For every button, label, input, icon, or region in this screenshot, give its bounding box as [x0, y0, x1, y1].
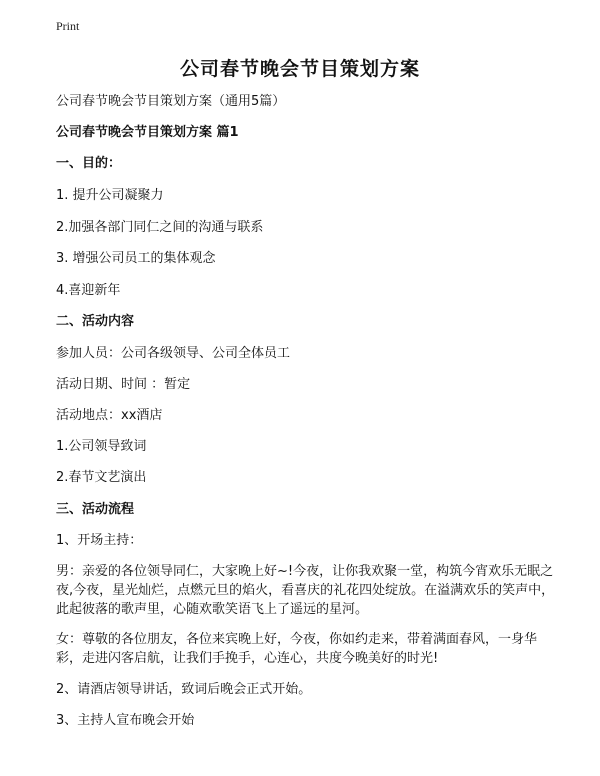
- content-item: 1.公司领导致词: [56, 439, 147, 454]
- content-item: 参加人员：公司各级领导、公司全体员工: [56, 346, 291, 361]
- flow-item: 3、主持人宣布晚会开始: [56, 713, 195, 728]
- male-host-paragraph: 男：亲爱的各位领导同仁，大家晚上好~!今夜，让你我欢聚一堂，构筑今宵欢乐无眠之夜,今夜，星光灿烂，点燃元旦的焰火，看喜庆的礼花四处绽放。在溢满欢乐的笑声中，此起彼落的歌声里，心随欢歌笑语飞上了遥远的星河。: [56, 564, 555, 617]
- heading-goals: 一、目的：: [56, 156, 122, 171]
- flow-item: 1、开场主持：: [56, 533, 143, 548]
- heading-content: 二、活动内容: [56, 314, 135, 329]
- print-link[interactable]: Print: [56, 19, 80, 33]
- document-subtitle: 公司春节晚会节目策划方案（通用5篇）: [56, 94, 286, 109]
- goal-item: 1. 提升公司凝聚力: [56, 188, 164, 203]
- goal-item: 4.喜迎新年: [56, 283, 121, 298]
- heading-flow: 三、活动流程: [56, 502, 135, 517]
- content-item: 活动日期、时间 ：暂定: [56, 377, 191, 392]
- female-host-paragraph: 女：尊敬的各位朋友，各位来宾晚上好，今夜，你如约走来，带着满面春风，一身华彩，走进闪客启航，让我们手挽手，心连心，共度今晚美好的时光!: [56, 632, 538, 666]
- goal-item: 3. 增强公司员工的集体观念: [56, 251, 216, 266]
- content-item: 活动地点：xx酒店: [56, 408, 163, 423]
- goal-item: 2.加强各部门同仁之间的沟通与联系: [56, 220, 264, 235]
- content-item: 2.春节文艺演出: [56, 470, 147, 485]
- section-heading: 公司春节晚会节目策划方案 篇1: [56, 125, 239, 140]
- document-title: 公司春节晚会节目策划方案: [179, 58, 420, 80]
- flow-item: 2、请酒店领导讲话，致词后晚会正式开始。: [56, 682, 312, 697]
